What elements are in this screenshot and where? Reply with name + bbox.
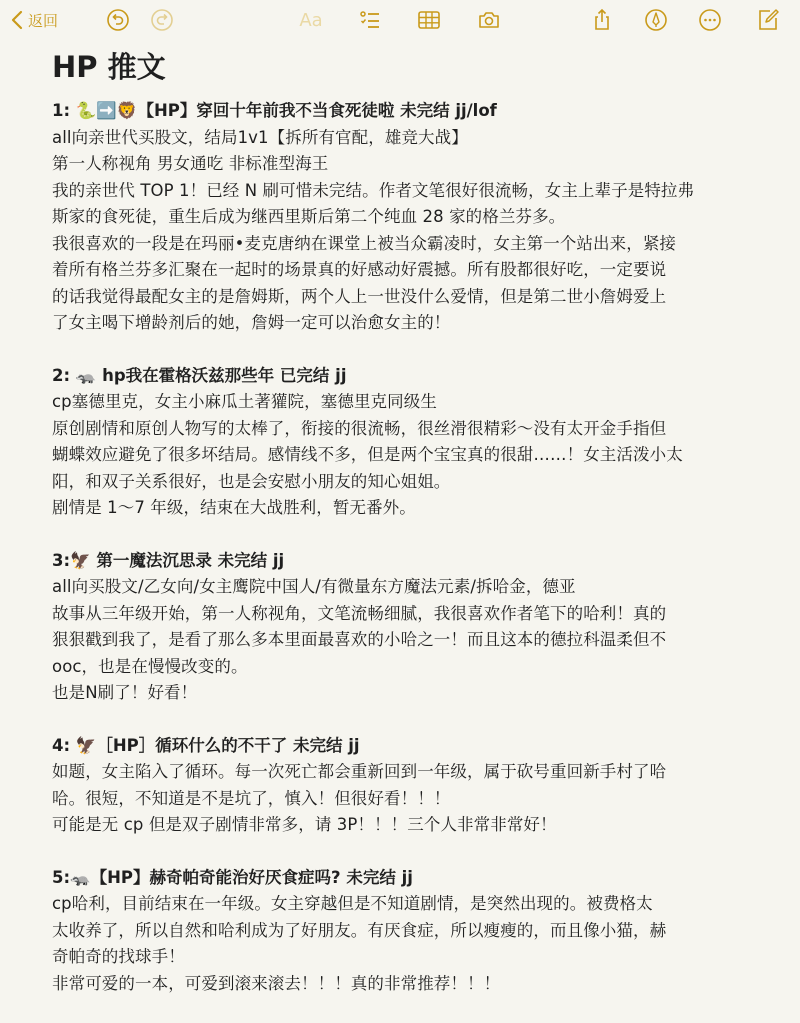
- entry-line: 如题，女主陷入了循环。每一次死亡都会重新回到一年级，属于砍号重回新手村了哈: [52, 762, 667, 781]
- entry-title: 1: 🐍➡️🦁【HP】穿回十年前我不当食死徒啦 未完结 jj/lof: [52, 101, 497, 120]
- entry-5: [52, 865, 792, 998]
- text-format-button[interactable]: [296, 6, 326, 34]
- entry-title: 3:🦅 第一魔法沉思录 未完结 jj: [52, 550, 285, 570]
- markup-pen-icon: [644, 8, 668, 32]
- entry-line: 非常可爱的一本，可爱到滚来滚去！！！真的非常推荐！！！: [52, 973, 501, 993]
- checklist-button[interactable]: [356, 6, 384, 34]
- entry-line: 可能是无 cp 但是双子剧情非常多，请 3P！！！三个人非常非常好！: [52, 815, 557, 834]
- redo-button[interactable]: [148, 6, 176, 34]
- back-label: 返回: [28, 11, 59, 30]
- entry-line: 太收养了，所以自然和哈利成为了好朋友。有厌食症，所以瘦瘦的，而且像小猫，赫: [52, 920, 667, 940]
- table-icon: [417, 8, 441, 32]
- entry-line: 我的亲世代 TOP 1！已经 N 刷可惜未完结。作者文笔很好很流畅，女主上辈子是特拉弗: [52, 180, 695, 200]
- markup-button[interactable]: [642, 6, 670, 34]
- entry-line: cp哈利，目前结束在一年级。女主穿越但是不知道剧情，是突然出现的。被费格太: [52, 894, 653, 913]
- compose-button[interactable]: [754, 6, 782, 34]
- entry-line: 故事从三年级开始，第一人称视角，文笔流畅细腻，我很喜欢作者笔下的哈利！真的: [52, 603, 667, 623]
- note-body[interactable]: [52, 46, 792, 1023]
- entry-line: 我很喜欢的一段是在玛丽•麦克唐纳在课堂上被当众霸凌时，女主第一个站出来，紧接: [52, 233, 677, 253]
- entry-line: 的话我觉得最配女主的是詹姆斯，两个人上一世没什么爱情，但是第二世小詹姆爱上: [52, 286, 667, 306]
- camera-icon: [477, 8, 501, 32]
- entry-title: 5:🦡【HP】赫奇帕奇能治好厌食症吗? 未完结 jj: [52, 867, 413, 887]
- entry-line: 阳，和双子关系很好，也是会安慰小朋友的知心姐姐。: [52, 471, 451, 491]
- table-button[interactable]: [414, 6, 444, 34]
- entry-line: 狠狠戳到我了，是看了那么多本里面最喜欢的小哈之一！而且这本的德拉科温柔但不: [52, 630, 667, 649]
- entry-1: [52, 98, 792, 337]
- entry-title: 2: 🦡 hp我在霍格沃兹那些年 已完结 jj: [52, 365, 347, 385]
- entry-line: 斯家的食死徒，重生后成为继西里斯后第二个纯血 28 家的格兰芬多。: [52, 207, 566, 226]
- entry-line: cp塞德里克，女主小麻瓜土著獾院，塞德里克同级生: [52, 392, 437, 411]
- entry-2: [52, 363, 792, 522]
- entry-line: 奇帕奇的找球手！: [52, 947, 185, 966]
- note-title: HP 推文: [52, 50, 166, 84]
- entry-line: 第一人称视角 男女通吃 非标准型海王: [52, 154, 329, 173]
- entry-line: 蝴蝶效应避免了很多坏结局。感情线不多，但是两个宝宝真的很甜……！女主活泼小太: [52, 445, 683, 464]
- compose-icon: [756, 8, 780, 32]
- entry-line: 着所有格兰芬多汇聚在一起时的场景真的好感动好震撼。所有股都很好吃，一定要说: [52, 260, 667, 279]
- share-icon: [590, 8, 614, 32]
- share-button[interactable]: [588, 6, 616, 34]
- redo-icon: [150, 8, 174, 32]
- entry-3: [52, 548, 792, 707]
- toolbar: [0, 0, 800, 40]
- entry-title: 4: 🦅［HP］循环什么的不干了 未完结 jj: [52, 735, 360, 755]
- entry-line: 也是N刷了！好看！: [52, 683, 198, 702]
- text-format-label: Aa: [299, 9, 323, 31]
- entry-line: all向亲世代买股文，结局1v1【拆所有官配，雄竞大战】: [52, 127, 468, 147]
- back-button[interactable]: [10, 6, 80, 34]
- entry-line: 剧情是 1～7 年级，结束在大战胜利，暂无番外。: [52, 498, 416, 517]
- more-button[interactable]: [696, 6, 724, 34]
- chevron-left-icon: [10, 10, 24, 30]
- entry-line: 了女主喝下增龄剂后的她，詹姆一定可以治愈女主的！: [52, 313, 451, 332]
- more-icon: [698, 8, 722, 32]
- checklist-icon: [358, 8, 382, 32]
- camera-button[interactable]: [474, 6, 504, 34]
- entry-line: ooc，也是在慢慢改变的。: [52, 656, 248, 676]
- undo-icon: [106, 8, 130, 32]
- entry-4: [52, 733, 792, 839]
- entry-line: all向买股文/乙女向/女主鹰院中国人/有微量东方魔法元素/拆哈金，德亚: [52, 577, 576, 596]
- undo-button[interactable]: [104, 6, 132, 34]
- entry-line: 原创剧情和原创人物写的太棒了，衔接的很流畅，很丝滑很精彩～没有太开金手指但: [52, 418, 667, 438]
- entry-line: 哈。很短，不知道是不是坑了，慎入！但很好看！！！: [52, 788, 451, 808]
